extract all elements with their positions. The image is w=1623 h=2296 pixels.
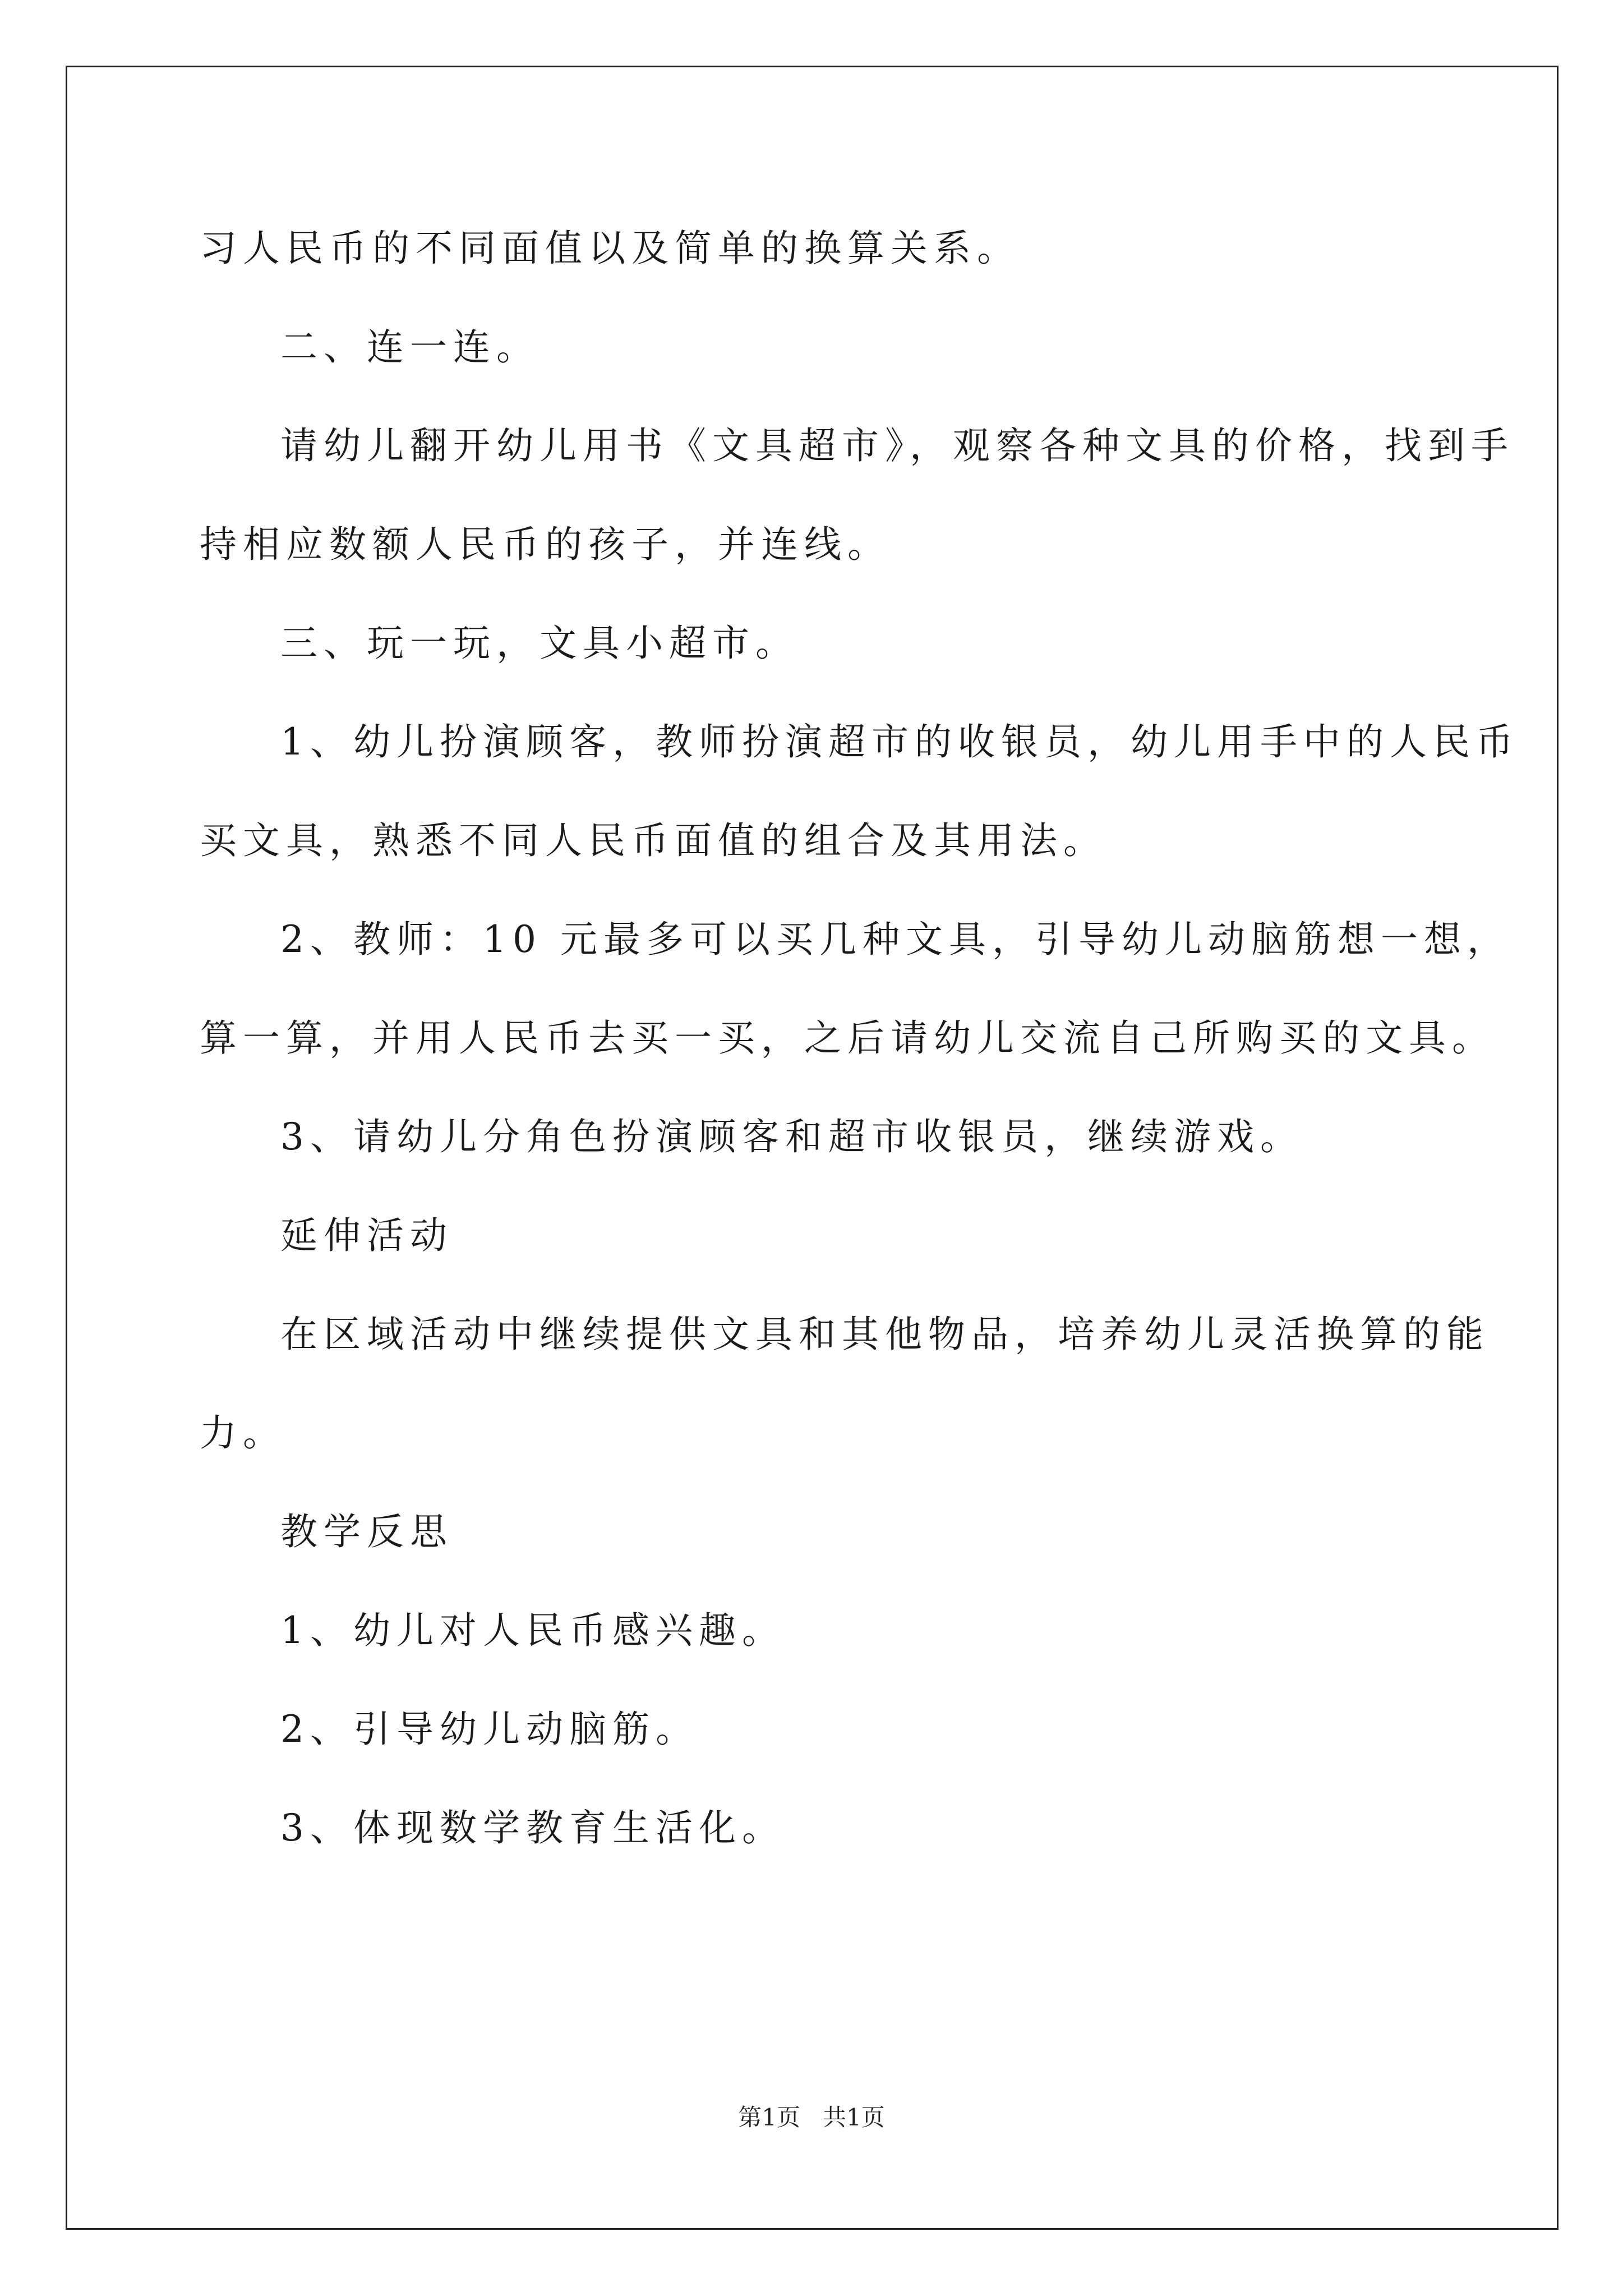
section-heading: 延伸活动 bbox=[280, 1214, 453, 1257]
text-line: 买文具，熟悉不同人民币面值的组合及其用法。 bbox=[200, 819, 1106, 862]
text-line: 在区域活动中继续提供文具和其他物品，培养幼儿灵活换算的能 bbox=[280, 1313, 1490, 1356]
text-line: 2、引导幼儿动脑筋。 bbox=[280, 1708, 699, 1751]
text-line: 持相应数额人民币的孩子，并连线。 bbox=[200, 523, 891, 566]
section-heading: 二、连一连。 bbox=[280, 325, 540, 369]
text-line: 力。 bbox=[200, 1411, 286, 1455]
section-heading: 三、玩一玩，文具小超市。 bbox=[280, 622, 799, 665]
text-line: 1、幼儿对人民币感兴趣。 bbox=[280, 1609, 785, 1652]
text-line: 算一算，并用人民币去买一买，之后请幼儿交流自己所购买的文具。 bbox=[200, 1016, 1495, 1060]
text-line: 3、请幼儿分角色扮演顾客和超市收银员，继续游戏。 bbox=[280, 1115, 1303, 1158]
text-line: 3、体现数学教育生活化。 bbox=[280, 1806, 785, 1849]
text-line: 2、教师：10 元最多可以买几种文具，引导幼儿动脑筋想一想， bbox=[280, 918, 1510, 961]
text-line: 1、幼儿扮演顾客，教师扮演超市的收银员，幼儿用手中的人民币 bbox=[280, 720, 1519, 763]
page-number: 第1页 共1页 bbox=[738, 2104, 885, 2131]
section-heading: 教学反思 bbox=[280, 1510, 453, 1553]
text-line: 请幼儿翻开幼儿用书《文具超市》，观察各种文具的价格，找到手 bbox=[280, 424, 1514, 467]
text-line: 习人民币的不同面值以及简单的换算关系。 bbox=[200, 227, 1020, 270]
